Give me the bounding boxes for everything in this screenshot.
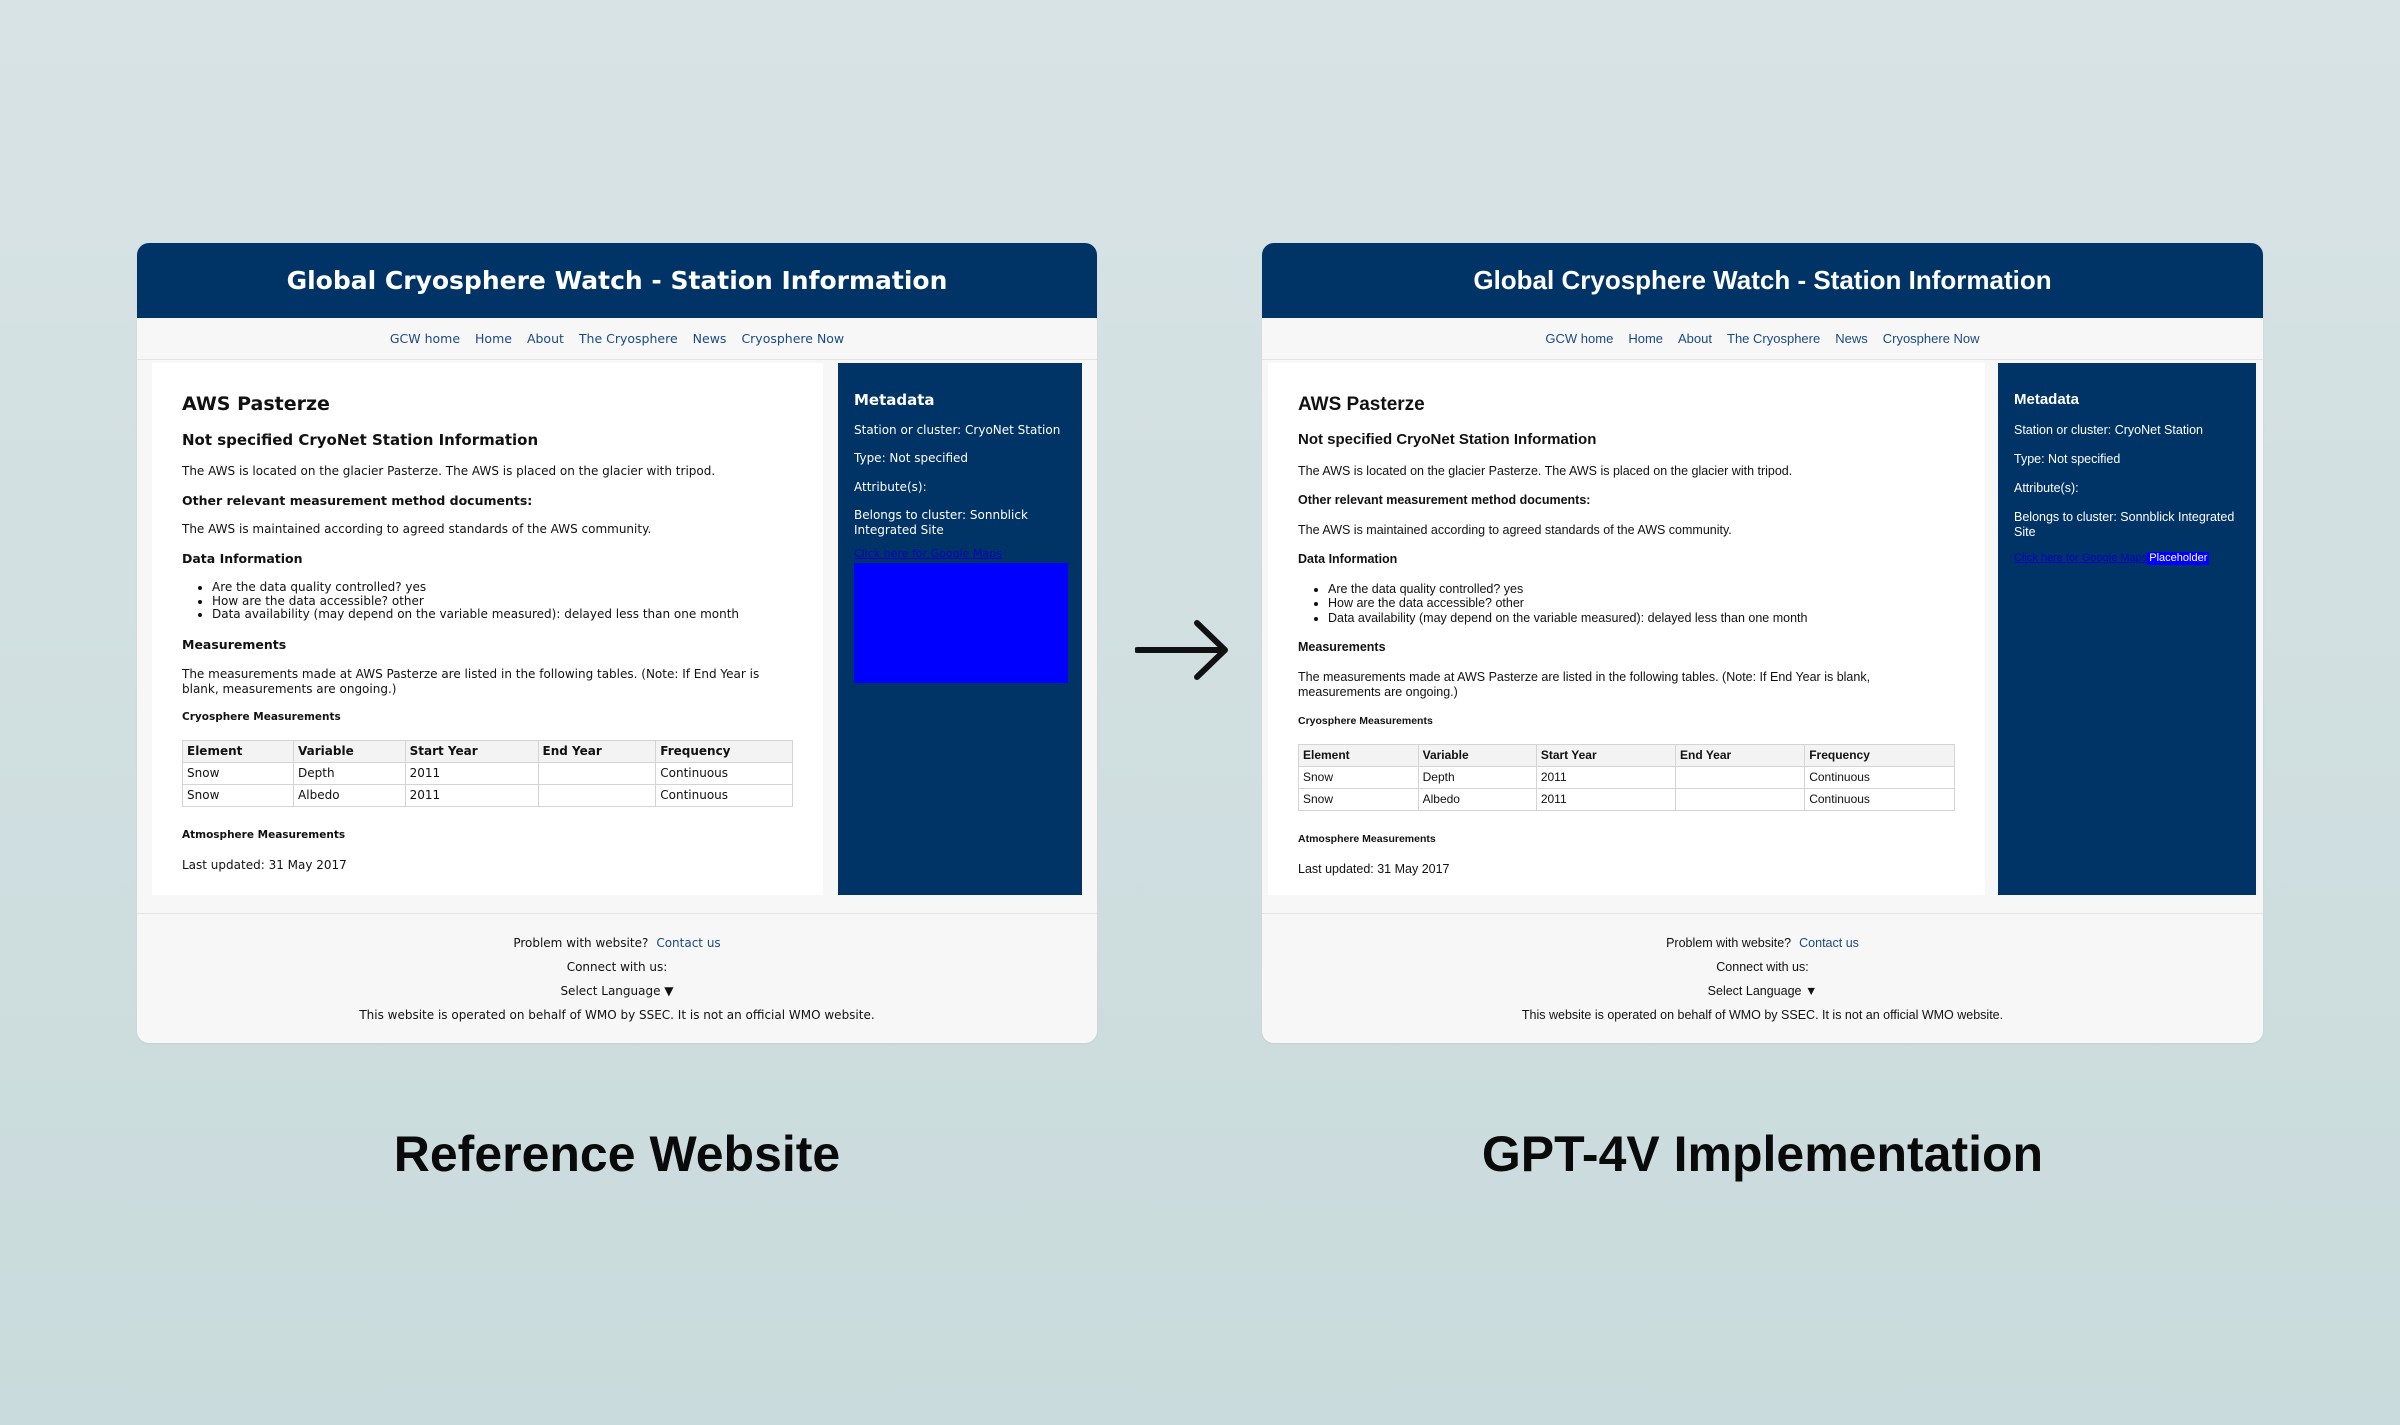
- list-item: • Data availability (may depend on the variable measured): delayed less than one month: [1328, 611, 1955, 625]
- station-cluster: Belongs to cluster: Sonnblick Integrated Site: [2014, 510, 2235, 539]
- measurements-heading: Measurements: [182, 637, 287, 653]
- metadata-sidebar: [838, 363, 1082, 895]
- station-type: Type: Not specified: [2014, 452, 2121, 466]
- metadata-heading: Metadata: [854, 391, 935, 409]
- table-cell: Snow: [183, 762, 294, 784]
- data-info-heading: Data Information: [182, 551, 303, 567]
- station-cluster: Belongs to cluster: Sonnblick Integrated Site: [854, 508, 1028, 537]
- table-header-row: [183, 740, 793, 762]
- footer-connect: Connect with us:: [1716, 959, 1809, 974]
- table-header: Start Year: [405, 740, 538, 762]
- table-header: End Year: [538, 740, 656, 762]
- table-cell: 2011: [405, 784, 538, 806]
- table-cell: 2011: [405, 762, 538, 784]
- map-placeholder-image[interactable]: Placeholder: [2149, 552, 2208, 564]
- last-updated: Last updated: 31 May 2017: [182, 858, 347, 873]
- list-item: • Data availability (may depend on the variable measured): delayed less than one month: [212, 608, 793, 622]
- nav-bar: [1262, 318, 2263, 360]
- last-updated: Last updated: 31 May 2017: [1298, 862, 1450, 877]
- nav-news[interactable]: News: [692, 331, 727, 346]
- table-header: Frequency: [656, 740, 793, 762]
- table-header: End Year: [1676, 745, 1805, 767]
- station-type: Type: Not specified: [854, 451, 968, 466]
- station-name: AWS Pasterze: [182, 393, 330, 415]
- google-maps-link[interactable]: Click here for Google Maps: [854, 546, 1002, 560]
- table-header: Variable: [1418, 745, 1536, 767]
- table-cell: Depth: [294, 762, 406, 784]
- measurements-text: The measurements made at AWS Pasterze are listed in the following tables. (Note: If End Year is blank, measurements are ongoing.): [182, 666, 760, 696]
- site-footer: [137, 913, 1097, 1043]
- measurements-table: [182, 740, 793, 807]
- table-cell: 2011: [1536, 789, 1675, 811]
- site-title: Global Cryosphere Watch - Station Information: [286, 266, 948, 295]
- atmosphere-measurements-heading: Atmosphere Measurements: [1298, 833, 1436, 846]
- table-header: Variable: [294, 740, 406, 762]
- arrow-right-icon: [1135, 615, 1231, 685]
- data-info-heading: Data Information: [1298, 552, 1398, 567]
- station-subtitle: Not specified CryoNet Station Information: [182, 430, 539, 449]
- table-cell: [1676, 767, 1805, 789]
- footer-problem-text: Problem with website?: [1666, 935, 1792, 950]
- station-name: AWS Pasterze: [1298, 394, 1425, 415]
- table-cell: [1676, 789, 1805, 811]
- footer-problem-line: [513, 936, 720, 950]
- table-header-row: [1299, 745, 1955, 767]
- caption-reference: Reference Website: [393, 1126, 841, 1182]
- table-cell: Continuous: [1805, 789, 1955, 811]
- map-placeholder-image[interactable]: [854, 563, 1068, 683]
- nav-cryosphere-now[interactable]: Cryosphere Now: [1882, 331, 1980, 346]
- table-cell: Snow: [1299, 767, 1419, 789]
- table-row: [183, 784, 793, 806]
- table-row: [1299, 767, 1955, 789]
- table-header: Element: [1299, 745, 1419, 767]
- location-text: The AWS is located on the glacier Pasterze. The AWS is placed on the glacier with tripod.: [182, 463, 716, 478]
- list-item: • How are the data accessible? other: [1328, 596, 1955, 610]
- google-maps-link[interactable]: Click here for Google Maps: [2014, 552, 2148, 564]
- table-cell: [538, 784, 656, 806]
- nav-gcw-home[interactable]: GCW home: [389, 331, 461, 346]
- implementation-website-panel: [1262, 243, 2263, 1043]
- table-cell: Continuous: [1805, 767, 1955, 789]
- data-info-list: [1328, 582, 1955, 625]
- measurements-table: [1298, 744, 1955, 811]
- table-header: Element: [183, 740, 294, 762]
- nav-about[interactable]: About: [526, 331, 564, 346]
- site-header: [137, 243, 1097, 318]
- methods-heading: Other relevant measurement method documents:: [182, 492, 533, 508]
- caption-implementation: GPT-4V Implementation: [1481, 1126, 2044, 1182]
- footer-problem-line: [1666, 936, 1859, 950]
- metadata-sidebar: [1998, 363, 2256, 895]
- table-row: [1299, 789, 1955, 811]
- footer-disclaimer: This website is operated on behalf of WMO by SSEC. It is not an official WMO website.: [359, 1007, 875, 1022]
- methods-text: The AWS is maintained according to agreed standards of the AWS community.: [1298, 522, 1732, 537]
- nav-news[interactable]: News: [1835, 331, 1868, 346]
- table-cell: Albedo: [1418, 789, 1536, 811]
- nav-about[interactable]: About: [1678, 331, 1712, 346]
- footer-problem-text: Problem with website?: [513, 935, 649, 950]
- cryosphere-measurements-heading: Cryosphere Measurements: [182, 710, 341, 723]
- station-attributes: Attribute(s):: [2014, 481, 2079, 495]
- site-title: Global Cryosphere Watch - Station Information: [1473, 265, 2052, 295]
- table-cell: Continuous: [656, 762, 793, 784]
- footer-disclaimer: This website is operated on behalf of WMO by SSEC. It is not an official WMO website.: [1521, 1007, 2004, 1022]
- table-row: [183, 762, 793, 784]
- table-cell: Depth: [1418, 767, 1536, 789]
- station-or-cluster: Station or cluster: CryoNet Station: [2014, 423, 2203, 437]
- map-link-row: [2014, 550, 2240, 565]
- table-cell: Snow: [183, 784, 294, 806]
- metadata-heading: Metadata: [2014, 391, 2080, 408]
- nav-cryosphere-now[interactable]: Cryosphere Now: [741, 331, 845, 346]
- contact-us-link[interactable]: Contact us: [656, 935, 721, 950]
- table-cell: Snow: [1299, 789, 1419, 811]
- station-or-cluster: Station or cluster: CryoNet Station: [854, 423, 1061, 437]
- nav-gcw-home[interactable]: GCW home: [1545, 331, 1614, 346]
- methods-heading: Other relevant measurement method documents:: [1298, 493, 1591, 508]
- location-text: The AWS is located on the glacier Pasterze. The AWS is placed on the glacier with tripod.: [1298, 463, 1793, 478]
- methods-text: The AWS is maintained according to agreed standards of the AWS community.: [182, 522, 652, 537]
- nav-home[interactable]: Home: [475, 331, 512, 346]
- data-info-list: [212, 581, 793, 622]
- reference-website-panel: [137, 243, 1097, 1043]
- list-item: • Are the data quality controlled? yes: [212, 581, 793, 595]
- nav-bar: [137, 318, 1097, 360]
- table-header: Frequency: [1805, 745, 1955, 767]
- list-item: • How are the data accessible? other: [212, 595, 793, 609]
- atmosphere-measurements-heading: Atmosphere Measurements: [182, 828, 346, 841]
- table-cell: Continuous: [656, 784, 793, 806]
- measurements-heading: Measurements: [1298, 640, 1386, 655]
- measurements-text: The measurements made at AWS Pasterze are listed in the following tables. (Note: If End Year is blank, measurements are ongoing.): [1298, 669, 1871, 700]
- station-subtitle: Not specified CryoNet Station Information: [1298, 430, 1597, 448]
- cryosphere-measurements-heading: Cryosphere Measurements: [1298, 715, 1433, 727]
- site-header: [1262, 243, 2263, 318]
- language-select[interactable]: Select Language ▼: [1707, 983, 1818, 998]
- list-item: • Are the data quality controlled? yes: [1328, 582, 1955, 596]
- main-content: [152, 363, 823, 895]
- table-cell: Albedo: [294, 784, 406, 806]
- station-attributes: Attribute(s):: [854, 479, 927, 494]
- footer-connect: Connect with us:: [566, 959, 668, 974]
- language-select[interactable]: Select Language ▼: [560, 983, 674, 998]
- site-footer: [1262, 913, 2263, 1043]
- table-header: Start Year: [1536, 745, 1675, 767]
- nav-home[interactable]: Home: [1628, 331, 1664, 346]
- table-cell: 2011: [1536, 767, 1675, 789]
- nav-the-cryosphere[interactable]: The Cryosphere: [578, 331, 678, 346]
- nav-the-cryosphere[interactable]: The Cryosphere: [1727, 331, 1821, 346]
- main-content: [1268, 363, 1985, 895]
- table-cell: [538, 762, 656, 784]
- contact-us-link[interactable]: Contact us: [1799, 935, 1859, 950]
